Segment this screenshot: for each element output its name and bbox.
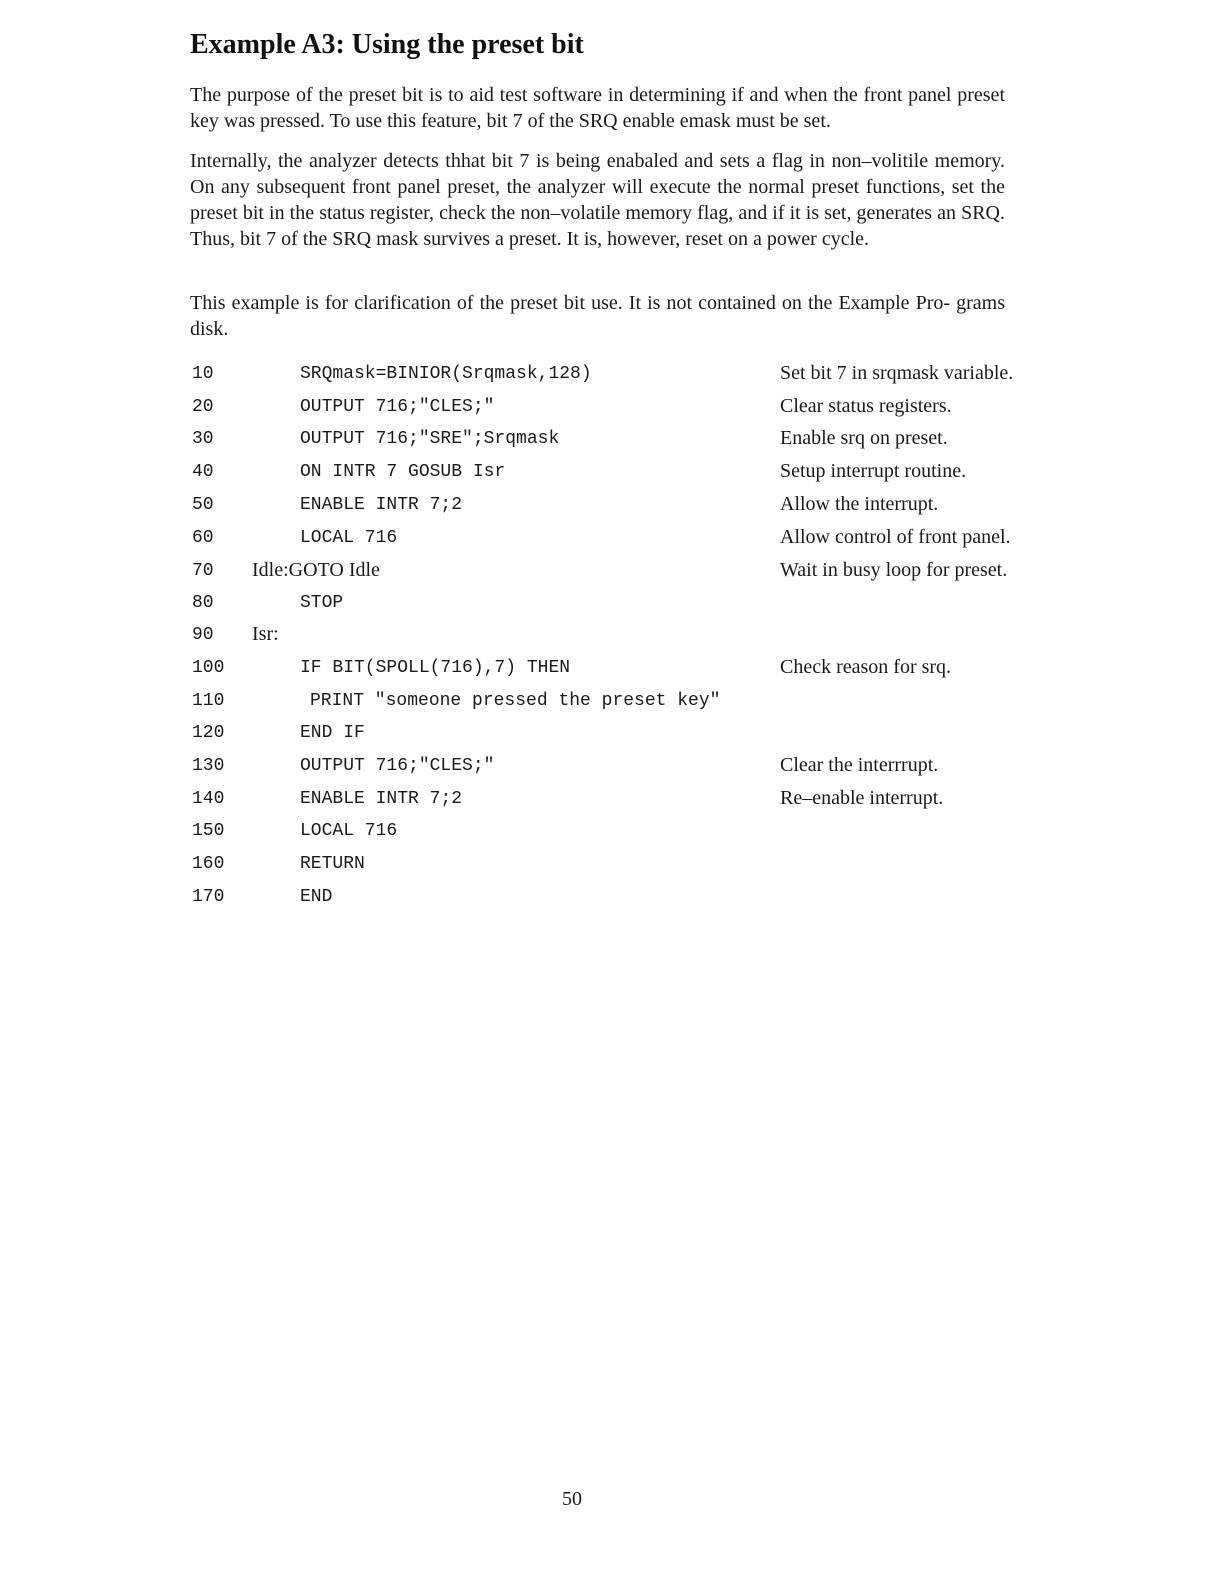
code-line <box>0 785 1229 817</box>
code-line <box>0 850 1229 882</box>
code-statement: SRQmask=BINIOR(Srqmask,128) <box>300 364 592 384</box>
detail-paragraph: Internally, the analyzer detects thhat bit 7 is being enabaled and sets a flag in non–volitile memory. On any subsequent front panel preset, the analyzer will execute the normal preset functions, set the preset bit in the status register, check the non–volatile memory flag, and if it is set, generates an SRQ. Thus, bit 7 of the SRQ mask survives a preset. It is, however, reset on a power cycle. <box>190 150 1005 250</box>
line-number: 60 <box>192 528 214 548</box>
code-line <box>0 687 1229 719</box>
line-number: 40 <box>192 462 214 482</box>
code-comment: Set bit 7 in srqmask variable. <box>780 362 1014 384</box>
code-statement: OUTPUT 716;"CLES;" <box>300 756 495 776</box>
code-comment: Clear the interrrupt. <box>780 754 939 776</box>
code-line <box>0 654 1229 686</box>
line-number: 120 <box>192 723 225 743</box>
code-comment: Allow the interrupt. <box>780 493 939 515</box>
code-statement: RETURN <box>300 854 365 874</box>
code-comment: Enable srq on preset. <box>780 427 948 449</box>
code-line <box>0 393 1229 425</box>
line-number: 50 <box>192 495 214 515</box>
clarification-paragraph: This example is for clarification of the preset bit use. It is not contained on the Example Pro- grams disk. <box>190 292 1005 340</box>
code-statement: END <box>300 887 333 907</box>
line-number: 100 <box>192 658 225 678</box>
code-line <box>0 557 1229 589</box>
code-line <box>0 425 1229 457</box>
line-number: 80 <box>192 593 214 613</box>
code-label: Idle:GOTO Idle <box>252 559 380 581</box>
code-line <box>0 360 1229 392</box>
line-number: 160 <box>192 854 225 874</box>
code-statement: ENABLE INTR 7;2 <box>300 495 463 515</box>
code-statement: IF BIT(SPOLL(716),7) THEN <box>300 658 571 678</box>
code-comment: Re–enable interrupt. <box>780 787 944 809</box>
code-statement: LOCAL 716 <box>300 821 398 841</box>
code-comment: Check reason for srq. <box>780 656 952 678</box>
line-number: 70 <box>192 561 214 581</box>
code-statement: STOP <box>300 593 344 613</box>
code-statement: ON INTR 7 GOSUB Isr <box>300 462 506 482</box>
code-line <box>0 524 1229 556</box>
line-number: 110 <box>192 691 225 711</box>
code-comment: Allow control of front panel. <box>780 526 1011 548</box>
code-comment: Clear status registers. <box>780 395 952 417</box>
line-number: 10 <box>192 364 214 384</box>
intro-paragraph: The purpose of the preset bit is to aid test software in determining if and when the front panel preset key was pressed. To use this feature, bit 7 of the SRQ enable emask must be set. <box>190 84 1005 132</box>
code-line <box>0 752 1229 784</box>
line-number: 20 <box>192 397 214 417</box>
line-number: 140 <box>192 789 225 809</box>
line-number: 90 <box>192 625 214 645</box>
code-statement: LOCAL 716 <box>300 528 398 548</box>
code-line <box>0 589 1229 621</box>
page-number: 50 <box>562 1488 582 1510</box>
code-statement: ENABLE INTR 7;2 <box>300 789 463 809</box>
line-number: 130 <box>192 756 225 776</box>
code-statement: END IF <box>300 723 365 743</box>
code-comment: Setup interrupt routine. <box>780 460 967 482</box>
code-line <box>0 621 1229 653</box>
code-label: Isr: <box>252 623 279 645</box>
line-number: 30 <box>192 429 214 449</box>
code-comment: Wait in busy loop for preset. <box>780 559 1008 581</box>
code-line <box>0 817 1229 849</box>
line-number: 150 <box>192 821 225 841</box>
code-statement: OUTPUT 716;"CLES;" <box>300 397 495 417</box>
code-line <box>0 491 1229 523</box>
code-line <box>0 719 1229 751</box>
line-number: 170 <box>192 887 225 907</box>
section-heading: Example A3: Using the preset bit <box>190 29 584 60</box>
code-line <box>0 458 1229 490</box>
code-statement: PRINT "someone pressed the preset key" <box>310 691 721 711</box>
code-line <box>0 883 1229 915</box>
code-statement: OUTPUT 716;"SRE";Srqmask <box>300 429 560 449</box>
